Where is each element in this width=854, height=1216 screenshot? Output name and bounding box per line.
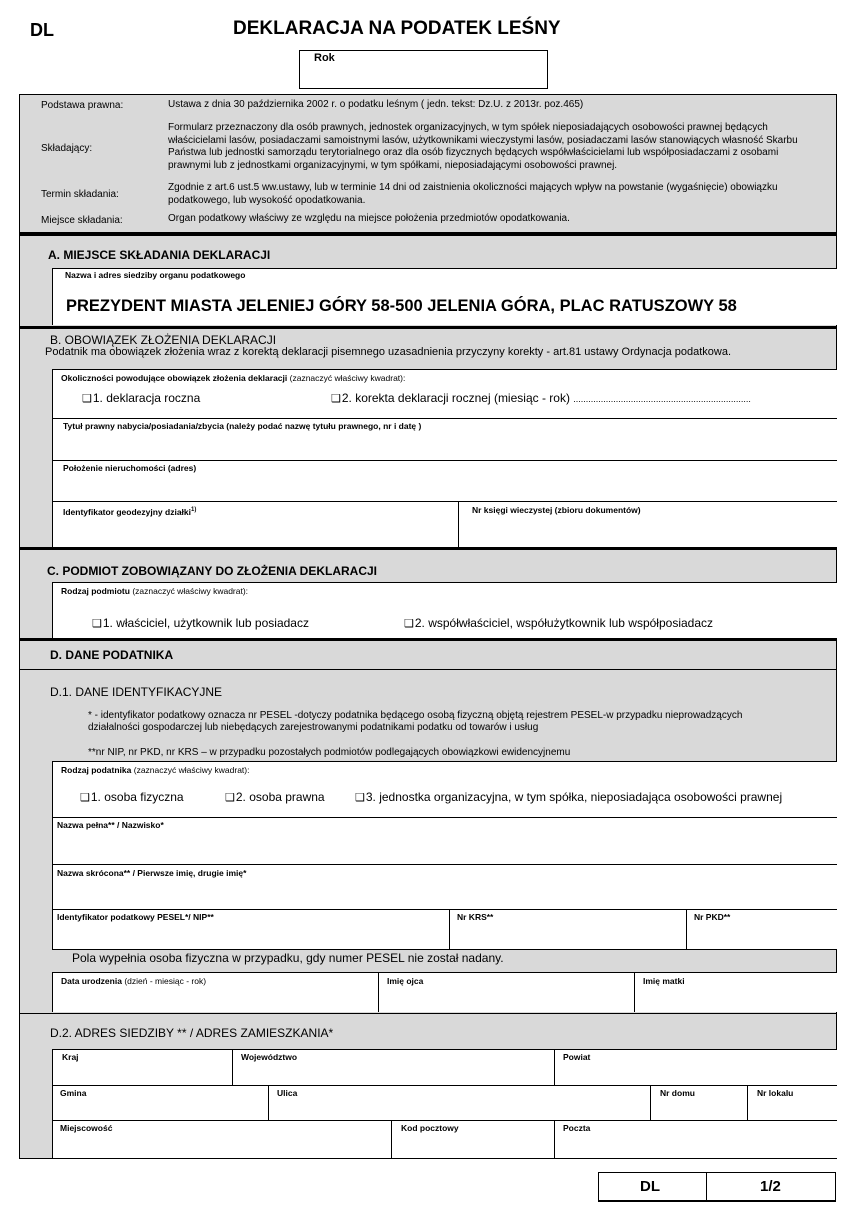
section-b-title: B. OBOWIĄZEK ZŁOŻENIA DEKLARACJI xyxy=(50,333,277,347)
krs-label: Nr KRS** xyxy=(457,912,494,922)
option-owner-label: 1. właściciel, użytkownik lub posiadacz xyxy=(102,616,309,630)
place-text: Organ podatkowy właściwy ze względu na miejsce położenia przedmiotów opodatkowania. xyxy=(168,213,570,224)
flat-number-label: Nr lokalu xyxy=(757,1088,794,1098)
county-field[interactable] xyxy=(554,1049,837,1085)
option-legal-person-label: 2. osoba prawna xyxy=(235,790,325,804)
section-b-note: Podatnik ma obowiązek złożenia wraz z korektą deklaracji pisemnego uzasadnienia przyczyny korekty - art.81 ustawy Ordynacja podatkowa. xyxy=(45,346,732,358)
checkbox-owner[interactable] xyxy=(92,616,309,630)
legal-basis-text: Ustawa z dnia 30 października 2002 r. o podatku leśnym ( jedn. tekst: Dz.U. z 2013r. poz.465) xyxy=(168,99,584,110)
deadline-text: Zgodnie z art.6 ust.5 ww.ustawy, lub w terminie 14 dni od zaistnienia okoliczności mających wpływ na powstanie (wygaśnięcie) obowiązku podatkowego, lub wysokość opodatkowania. xyxy=(168,182,778,206)
legal-basis-label: Podstawa prawna: xyxy=(41,100,124,111)
d1-note-pesel: * - identyfikator podatkowy oznacza nr PESEL -dotyczy podatnika będącego osobą fizyczną objętą rejestrem PESEL-w przypadku nieprowadzących działalności gospodarczej lub niebędących zarejestrowanymi podatnikami podatku od towarów i usług xyxy=(88,710,743,733)
checkbox-annual-declaration[interactable] xyxy=(82,391,200,405)
street-label: Ulica xyxy=(277,1088,298,1098)
circumstances-label: Okoliczności powodujące obowiązek złożenia deklaracji (zaznaczyć właściwy kwadrat): xyxy=(61,373,406,383)
tax-office-field[interactable] xyxy=(52,268,837,325)
tax-office-label: Nazwa i adres siedziby organu podatkowego xyxy=(65,270,246,280)
property-location-label: Położenie nieruchomości (adres) xyxy=(63,463,197,473)
d1-note-nip: **nr NIP, nr PKD, nr KRS – w przypadku pozostałych podmiotów podlegających obowiązkowi ewidencyjnemu xyxy=(88,747,571,758)
d2-title: D.2. ADRES SIEDZIBY ** / ADRES ZAMIESZKANIA* xyxy=(50,1026,334,1040)
country-field[interactable] xyxy=(52,1049,232,1085)
county-label: Powiat xyxy=(563,1052,591,1062)
country-label: Kraj xyxy=(62,1052,79,1062)
short-name-label: Nazwa skrócona** / Pierwsze imię, drugie imię* xyxy=(57,868,247,878)
full-name-label: Nazwa pełna** / Nazwisko* xyxy=(57,820,164,830)
footer-code: DL xyxy=(640,1178,660,1195)
father-name-label: Imię ojca xyxy=(387,976,424,986)
checkbox-legal-person[interactable] xyxy=(225,790,325,804)
form-title: DEKLARACJA NA PODATEK LEŚNY xyxy=(233,18,561,39)
footer-page: 1/2 xyxy=(760,1178,781,1195)
legal-title-field[interactable] xyxy=(53,432,837,460)
section-c-title: C. PODMIOT ZOBOWIĄZANY DO ZŁOŻENIA DEKLARACJI xyxy=(47,564,377,578)
entity-kind-label: Rodzaj podmiotu (zaznaczyć właściwy kwadrat): xyxy=(61,586,249,596)
geodetic-id-field[interactable] xyxy=(53,516,457,546)
land-register-label: Nr księgi wieczystej (zbioru dokumentów) xyxy=(472,505,641,515)
property-location-field[interactable] xyxy=(53,474,837,501)
deadline-label: Termin składania: xyxy=(41,189,119,200)
pesel-note: Pola wypełnia osoba fizyczna w przypadku, gdy numer PESEL nie został nadany. xyxy=(72,951,504,965)
post-office-field[interactable] xyxy=(554,1120,837,1158)
submitter-text: Formularz przeznaczony dla osób prawnych, jednostek organizacyjnych, w tym spółek nieposiadających osobowości prawnej będących właścicielami lasów, posiadaczami samoistnymi lasów, użytkownikami wieczystymi lasów, posiadaczami lasów stanowiących własność Skarbu Państwa lub jednostki samorządu terytorialnego oraz dla osób fizycznych będących współwłaścicielami lub współposiadaczami z osobami prawnymi lub z jednostkami organizacyjnymi, w tym spółkami, nieposiadającymi osobowości prawnej. xyxy=(168,122,798,171)
postcode-label: Kod pocztowy xyxy=(401,1123,459,1133)
option-natural-person-label: 1. osoba fizyczna xyxy=(90,790,184,804)
house-number-label: Nr domu xyxy=(660,1088,695,1098)
birth-date-label: Data urodzenia (dzień - miesiąc - rok) xyxy=(61,976,207,986)
checkbox-co-owner[interactable] xyxy=(404,616,713,630)
tax-id-label: Identyfikator podatkowy PESEL*/ NIP** xyxy=(57,912,214,922)
post-office-label: Poczta xyxy=(563,1123,591,1133)
checkbox-natural-person[interactable] xyxy=(80,790,184,804)
land-register-field[interactable] xyxy=(460,516,837,546)
option-annual-label: 1. deklaracja roczna xyxy=(92,391,201,405)
place-label: Miejsce składania: xyxy=(41,215,123,226)
option-organizational-unit-label: 3. jednostka organizacyjna, w tym spółka, nieposiadająca osobowości prawnej xyxy=(365,790,783,804)
section-d-title: D. DANE PODATNIKA xyxy=(50,648,174,662)
checkbox-organizational-unit[interactable] xyxy=(355,790,782,804)
taxpayer-kind-label: Rodzaj podatnika (zaznaczyć właściwy kwadrat): xyxy=(61,765,250,775)
pkd-label: Nr PKD** xyxy=(694,912,731,922)
town-label: Miejscowość xyxy=(60,1123,113,1133)
geodetic-id-label: Identyfikator geodezyjny działki$^{1)}$ xyxy=(63,506,197,517)
year-label: Rok xyxy=(314,52,335,64)
voivodeship-label: Województwo xyxy=(241,1052,298,1062)
section-a-title: A. MIEJSCE SKŁADANIA DEKLARACJI xyxy=(48,248,271,262)
option-correction-label: 2. korekta deklaracji rocznej (miesiąc - rok) xyxy=(341,391,570,405)
d1-title: D.1. DANE IDENTYFIKACYJNE xyxy=(50,685,223,699)
form-code: DL xyxy=(30,20,54,40)
year-field[interactable] xyxy=(299,50,548,89)
tax-office-value: PREZYDENT MIASTA JELENIEJ GÓRY 58-500 JELENIA GÓRA, PLAC RATUSZOWY 58 xyxy=(66,297,737,315)
checkbox-annual-correction[interactable] xyxy=(331,391,751,405)
legal-title-label: Tytuł prawny nabycia/posiadania/zbycia (należy podać nazwę tytułu prawnego, nr i datę ) xyxy=(63,421,422,431)
option-co-owner-label: 2. współwłaściciel, współużytkownik lub współposiadacz xyxy=(414,616,714,630)
street-field[interactable] xyxy=(268,1085,650,1120)
footer-box xyxy=(598,1172,836,1201)
submitter-label: Składający: xyxy=(41,143,93,154)
mother-name-label: Imię matki xyxy=(643,976,685,986)
correction-date-dots: ....................................................................... xyxy=(573,394,751,404)
full-name-field[interactable] xyxy=(52,817,837,864)
commune-label: Gmina xyxy=(60,1088,87,1098)
